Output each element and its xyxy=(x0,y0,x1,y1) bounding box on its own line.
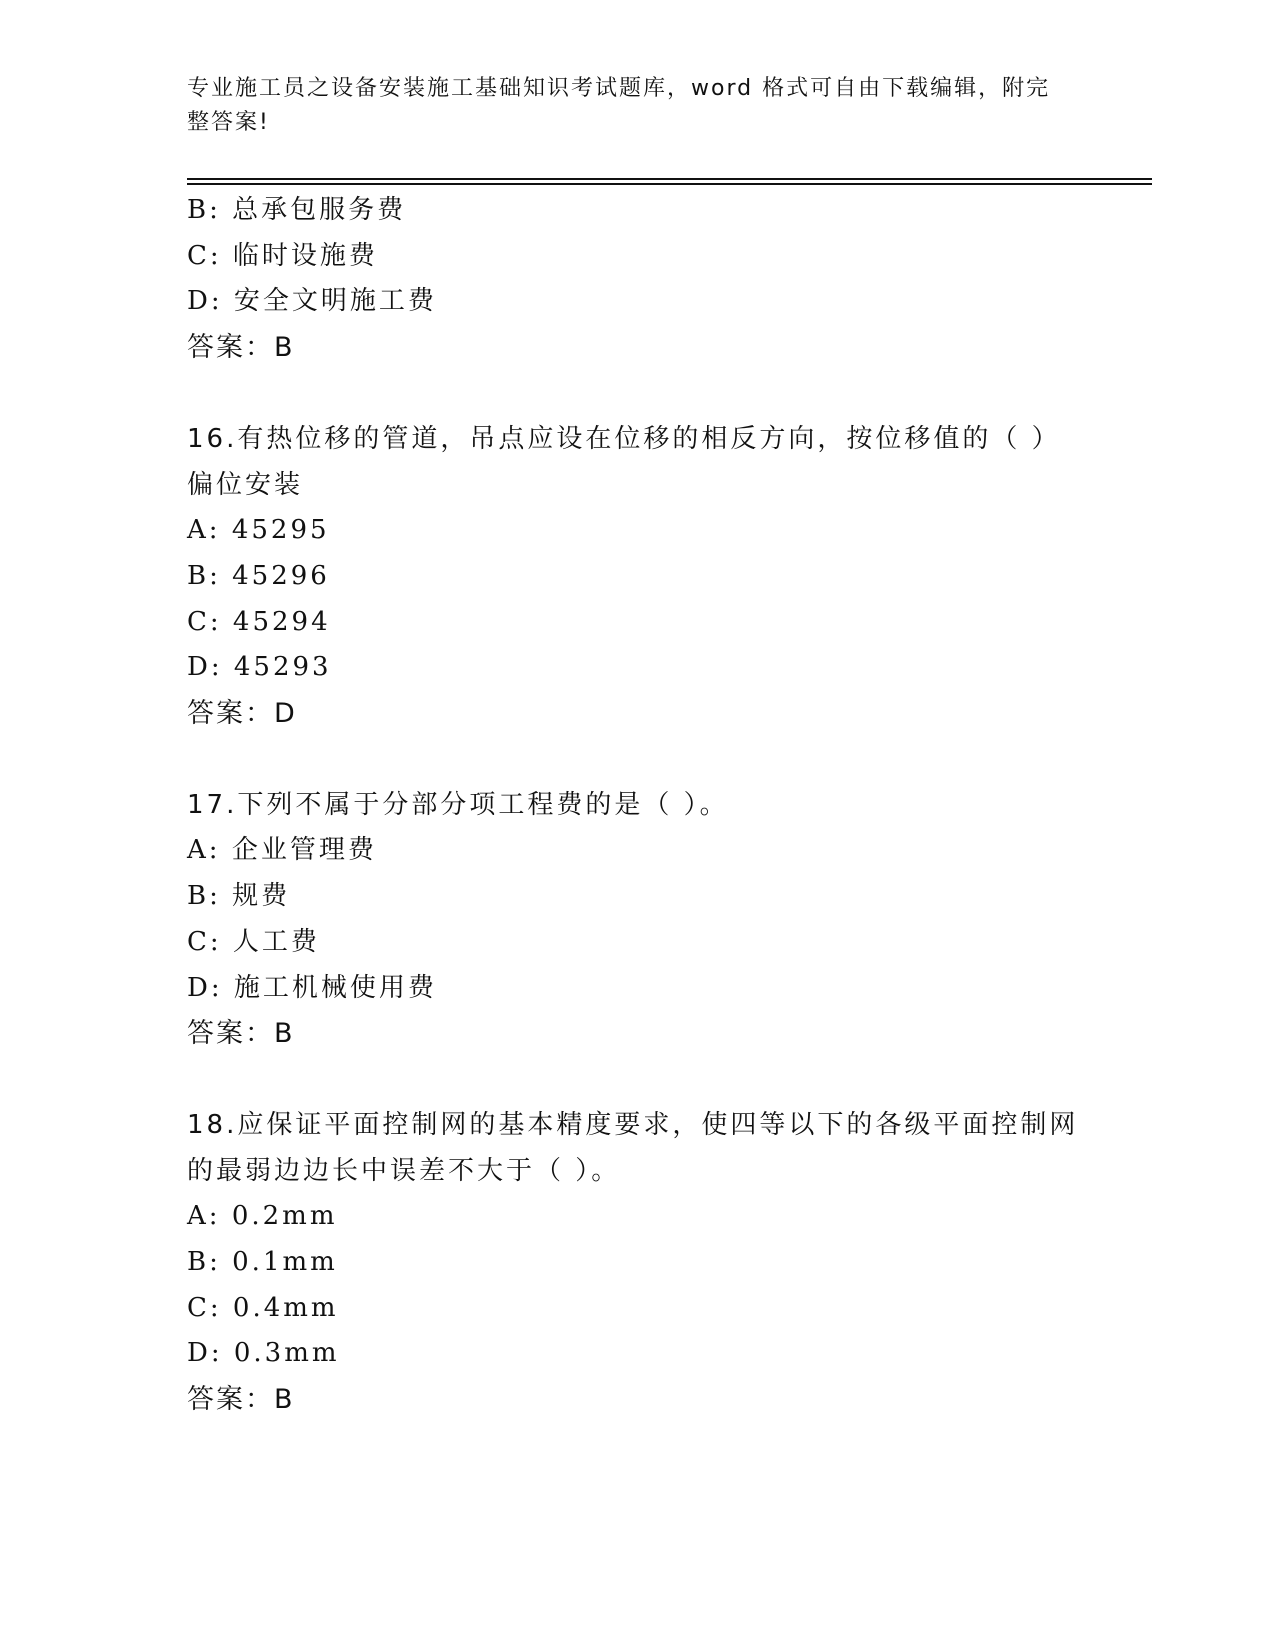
option-row xyxy=(187,1240,1107,1286)
spacer xyxy=(187,1057,1107,1103)
option-text: 安全文明施工费 xyxy=(233,286,437,317)
option-letter: C: xyxy=(187,1292,222,1323)
option-letter: B: xyxy=(187,1247,221,1278)
option-text: 临时设施费 xyxy=(232,240,378,271)
option-letter: B: xyxy=(187,560,221,591)
document-header xyxy=(187,72,1067,140)
answer-line: 答案：B xyxy=(187,1384,295,1416)
option-letter: A: xyxy=(187,1201,221,1232)
question-block-18 xyxy=(187,1103,1107,1423)
option-row xyxy=(187,1194,1107,1240)
option-text: 0.2mm xyxy=(231,1201,338,1232)
option-text: 人工费 xyxy=(232,926,320,957)
option-letter: C: xyxy=(187,606,222,637)
question-stem: 18.应保证平面控制网的基本精度要求，使四等以下的各级平面控制网 xyxy=(187,1109,1079,1140)
question-stem-continued: 偏位安装 xyxy=(187,469,304,500)
option-row xyxy=(187,920,1107,966)
answer-line: 答案：B xyxy=(187,1018,295,1050)
option-row xyxy=(187,828,1107,874)
option-letter: A: xyxy=(187,515,221,546)
question-stem: 17.下列不属于分部分项工程费的是（ ）。 xyxy=(187,789,729,820)
option-row xyxy=(187,188,1107,234)
option-row xyxy=(187,1331,1107,1377)
option-letter: D: xyxy=(187,972,223,1003)
option-letter: D: xyxy=(187,1338,223,1369)
question-block-16 xyxy=(187,417,1107,737)
option-letter: C: xyxy=(187,926,222,957)
question-stem-continued: 的最弱边边长中误差不大于（ ）。 xyxy=(187,1155,621,1186)
question-stem: 16.有热位移的管道，吊点应设在位移的相反方向，按位移值的（ ） xyxy=(187,423,1061,454)
option-text: 45294 xyxy=(232,606,331,637)
question-block-17 xyxy=(187,783,1107,1057)
option-text: 规费 xyxy=(232,881,291,912)
option-letter: D: xyxy=(187,652,223,683)
option-letter: C: xyxy=(187,240,222,271)
answer-line: 答案：B xyxy=(187,332,295,364)
option-text: 0.3mm xyxy=(233,1338,340,1369)
option-row xyxy=(187,966,1107,1012)
answer-line: 答案：D xyxy=(187,698,297,730)
spacer xyxy=(187,371,1107,417)
option-row xyxy=(187,1286,1107,1332)
option-row xyxy=(187,234,1107,280)
option-letter: B: xyxy=(187,881,221,912)
option-text: 0.1mm xyxy=(232,1247,338,1278)
header-divider-bottom xyxy=(187,183,1152,185)
option-text: 45296 xyxy=(232,560,330,591)
option-row xyxy=(187,279,1107,325)
option-text: 总承包服务费 xyxy=(232,195,407,225)
option-letter: B: xyxy=(187,195,221,225)
option-row xyxy=(187,600,1107,646)
option-letter: D: xyxy=(187,286,223,317)
header-divider-top xyxy=(187,178,1152,180)
option-text: 0.4mm xyxy=(232,1292,339,1323)
option-text: 施工机械使用费 xyxy=(233,972,437,1003)
option-text: 45293 xyxy=(233,652,332,683)
option-row xyxy=(187,508,1107,554)
spacer xyxy=(187,737,1107,783)
option-text: 企业管理费 xyxy=(231,835,377,866)
option-row xyxy=(187,874,1107,920)
question-list xyxy=(187,188,1107,1423)
question-block-prev xyxy=(187,188,1107,371)
header-line-2: 整答案! xyxy=(187,110,270,135)
option-letter: A: xyxy=(187,835,221,866)
header-line-1: 专业施工员之设备安装施工基础知识考试题库，word 格式可自由下载编辑，附完 xyxy=(187,76,1051,101)
option-text: 45295 xyxy=(231,515,330,546)
option-row xyxy=(187,645,1107,691)
option-row xyxy=(187,554,1107,600)
